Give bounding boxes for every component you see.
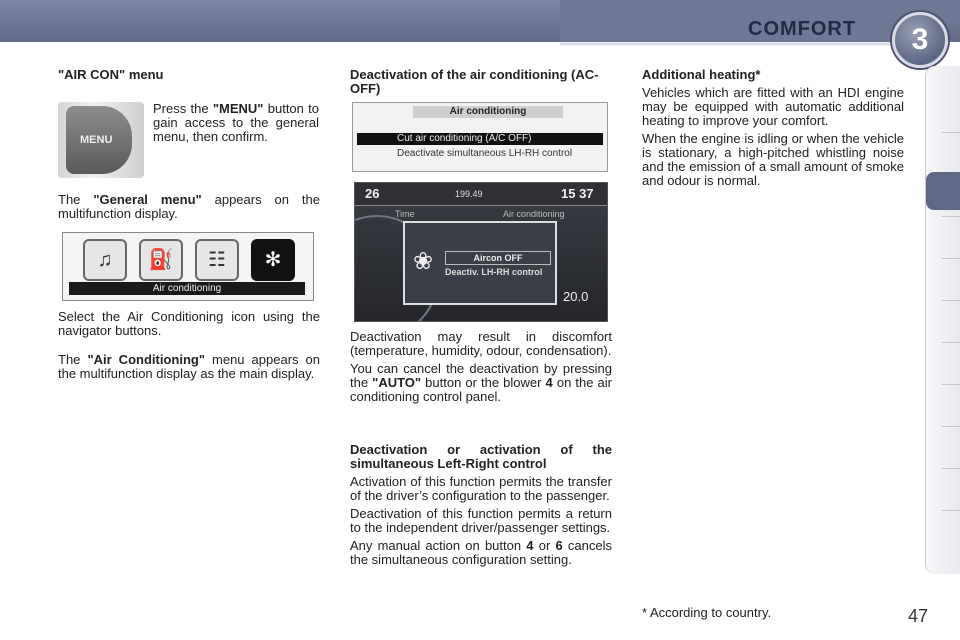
chapter-badge: 3 <box>892 12 948 68</box>
ac-menu-item: Deactivate simultaneous LH-RH control <box>397 148 573 159</box>
heading-ac-off: Deactivation of the air conditioning (AC-OFF) <box>350 67 599 96</box>
additional-heating-section: Additional heating* Vehicles which are fitted with an HDI engine may be equipped with automatic additional heating to improve your comfort. When the engine is idling or when the vehicle is stationary, a high-pitched whistling noise and the emission of a small amount of smoke and odour is normal. <box>642 67 904 188</box>
ac-menu-selected-item: Cut air conditioning (A/C OFF) <box>357 133 603 145</box>
air-conditioning-menu-text: The "Air Conditioning" menu appears on the multifunction display as the main display. <box>58 352 321 381</box>
music-icon: ♫ <box>83 239 127 281</box>
chapter-tabs <box>925 66 960 574</box>
ac-menu-screen <box>352 102 608 172</box>
display-popup-item-2: Deactiv. LH-RH control <box>445 267 543 277</box>
ac-menu-title: Air conditioning <box>413 106 563 118</box>
settings-sliders-icon: ☷ <box>195 239 239 281</box>
heading-air-con-menu: "AIR CON" menu <box>58 67 164 82</box>
display-popup-item-1: Aircon OFF <box>445 251 551 265</box>
menu-button-image <box>58 102 144 178</box>
heading-lr-control: Deactivation or activation of the simultaneous Left-Right control <box>350 442 612 471</box>
display-odometer: 199.49 <box>455 189 483 199</box>
display-clock: 15 37 <box>561 186 594 201</box>
chapter-tab-active <box>926 172 960 210</box>
heading-additional-heating: Additional heating* <box>642 67 761 82</box>
display-temperature: 26 <box>365 186 380 201</box>
display-bottom-value: 20.0 <box>563 289 589 304</box>
multifunction-display <box>354 182 608 322</box>
lr-control-section: Deactivation or activation of the simultaneous Left-Right control Activation of this function permits the transfer of the driver’s configuration to the passenger. Deactivation of this function permits a return to the independent driver/passenger settings. Any manual action on button 4 or 6 cancels the simultaneous configuration setting. <box>350 442 612 567</box>
general-menu-icons-panel <box>62 232 314 301</box>
display-label-time: Time <box>395 209 415 219</box>
footnote: * According to country. <box>642 605 772 620</box>
deactivation-text: Deactivation may result in discomfort (temperature, humidity, odour, condensation). You can cancel the deactivation by pressing the "AUTO" button or the blower 4 on the air conditioning control panel. <box>350 329 612 404</box>
section-title: COMFORT <box>748 18 857 40</box>
select-icon-text: Select the Air Conditioning icon using the navigator buttons. <box>58 309 320 338</box>
menu-button-label: MENU <box>80 134 113 146</box>
fan-icon: ❀ <box>413 248 434 275</box>
page-number: 47 <box>908 606 929 626</box>
display-popup <box>403 221 557 305</box>
press-menu-text: Press the "MENU" button to gain access to the general menu, then confirm. <box>153 101 319 144</box>
general-menu-text: The "General menu" appears on the multifunction display. <box>58 192 320 221</box>
icons-panel-label: Air conditioning <box>69 282 305 295</box>
display-top-bar <box>355 183 607 206</box>
air-conditioning-icon: ✻ <box>251 239 295 281</box>
column-1 <box>58 68 320 82</box>
display-label-ac: Air conditioning <box>503 209 565 219</box>
fuel-icon: ⛽ <box>139 239 183 281</box>
